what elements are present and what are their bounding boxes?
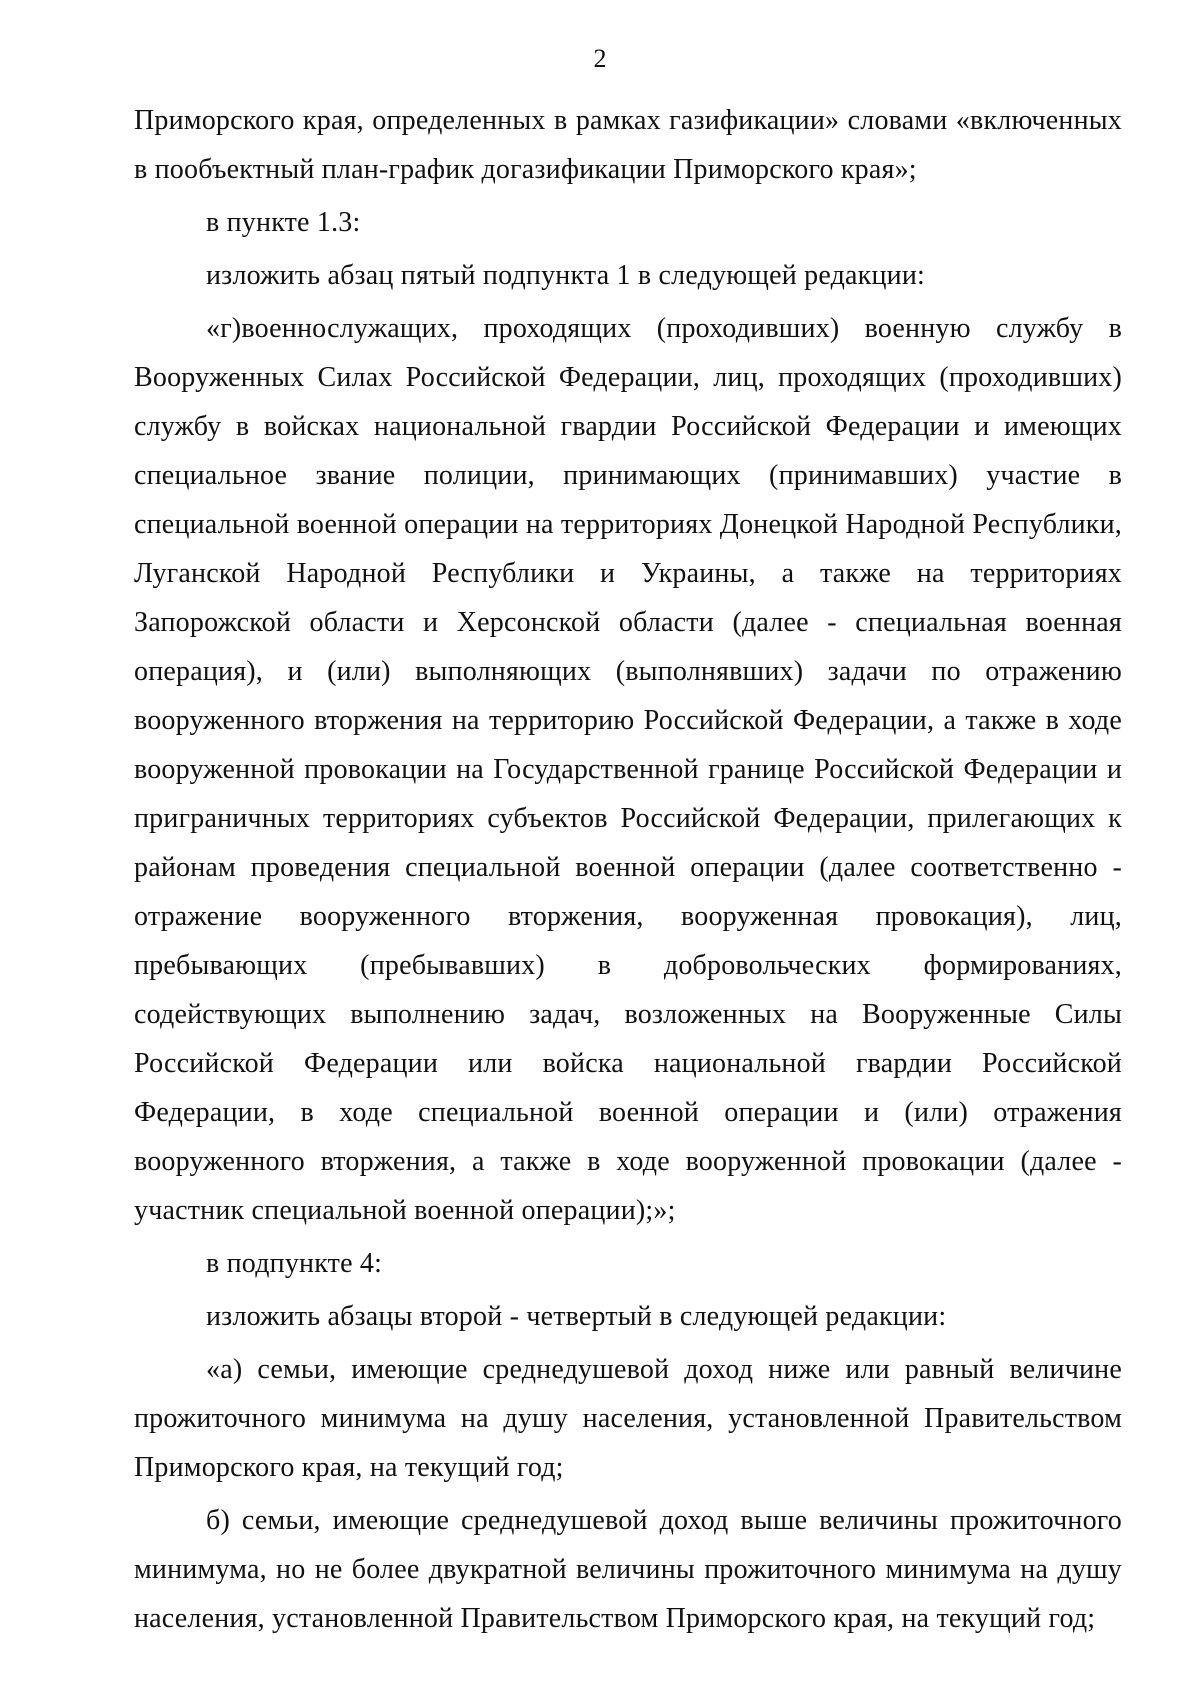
paragraph-continuation: Приморского края, определенных в рамках газификации» словами «включенных в пообъектный план-график догазификации Приморского края»;: [134, 105, 1122, 185]
paragraph-amend-fifth-abzac: изложить абзац пятый подпункта 1 в следующей редакции:: [206, 260, 926, 291]
paragraph-point-1-3: в пункте 1.3:: [206, 207, 361, 238]
paragraph-subpoint-4: в подпункте 4:: [206, 1248, 383, 1279]
document-body: [134, 96, 1122, 1643]
paragraph-item-b: б) семьи, имеющие среднедушевой доход выше величины прожиточного минимума, но не более двукратной величины прожиточного минимума на душу населения, установленной Правительством Приморского края, на текущий год;: [134, 1505, 1122, 1634]
paragraph-item-a: «а) семьи, имеющие среднедушевой доход ниже или равный величине прожиточного минимума на душу населения, установленной Правительством Приморского края, на текущий год;: [134, 1354, 1122, 1483]
paragraph-subpoint-g: «г)военнослужащих, проходящих (проходивших) военную службу в Вооруженных Силах Российской Федерации, лиц, проходящих (проходивших) службу в войсках национальной гвардии Российской Федерации и имеющих специальное звание полиции, принимающих (принимавших) участие в специальной военной операции на территориях Донецкой Народной Республики, Луганской Народной Республики и Украины, а также на территориях Запорожской области и Херсонской области (далее - специальная военная операция), и (или) выполняющих (выполнявших) задачи по отражению вооруженного вторжения на территорию Российской Федерации, а также в ходе вооруженной провокации на Государственной границе Российской Федерации и приграничных территориях субъектов Российской Федерации, прилегающих к районам проведения специальной военной операции (далее соответственно - отражение вооруженного вторжения, вооруженная провокация), лиц, пребывающих (пребывавших) в добровольческих формированиях, содействующих выполнению задач, возложенных на Вооруженные Силы Российской Федерации или войска национальной гвардии Российской Федерации, в ходе специальной военной операции и (или) отражения вооруженного вторжения, а также в ходе вооруженной провокации (далее - участник специальной военной операции);»;: [134, 313, 1122, 1226]
paragraph-amend-second-fourth: изложить абзацы второй - четвертый в следующей редакции:: [206, 1301, 947, 1332]
page-number: 2: [593, 44, 607, 73]
